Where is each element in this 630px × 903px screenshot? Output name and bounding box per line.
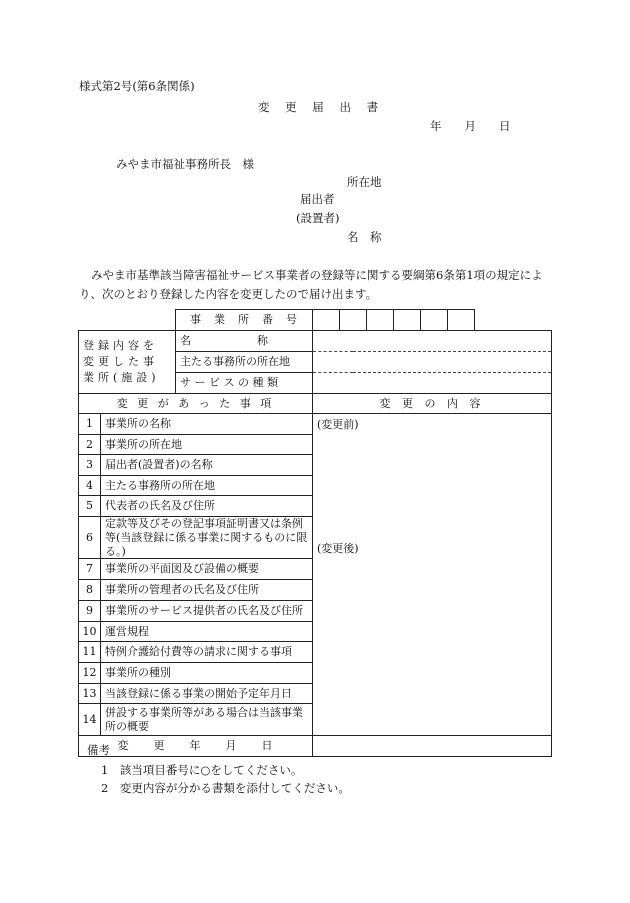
office-number-digit-2[interactable] (340, 310, 367, 331)
change-content-header: 変 更 の 内 容 (313, 394, 552, 414)
item-text: 事業所の所在地 (101, 435, 313, 455)
item-text: 特例介護給付費等の請求に関する事項 (101, 642, 313, 663)
item-number[interactable]: 12 (79, 663, 101, 684)
item-text: 当該登録に係る事業の開始予定年月日 (101, 684, 313, 704)
office-section-label: 登録内容を変更した事業所(施設) (79, 331, 176, 394)
item-text: 併設する事業所等がある場合は当該事業所の概要 (101, 704, 313, 736)
item-text: 事業所のサービス提供者の氏名及び住所 (101, 601, 313, 622)
item-number[interactable]: 14 (79, 704, 101, 736)
founder-label: (設置者) (296, 211, 340, 225)
change-form-table (78, 330, 552, 757)
item-number[interactable]: 3 (79, 455, 101, 476)
submitter-label: 届出者 (300, 192, 335, 206)
item-number[interactable]: 6 (79, 517, 101, 559)
item-number[interactable]: 7 (79, 559, 101, 580)
item-text: 主たる事務所の所在地 (101, 476, 313, 496)
office-number-digit-6[interactable] (448, 310, 475, 331)
office-number-label: 事 業 所 番 号 (176, 310, 313, 331)
note-line-2: 2 変更内容が分かる書類を添付してください。 (101, 781, 350, 795)
intro-paragraph: みやま市基準該当障害福祉サービス事業者の登録等に関する要綱第6条第1項の規定により、次のとおり登録した内容を変更したので届け出ます。 (79, 268, 543, 301)
item-text: 定款等及びその登記事項証明書又は条例等(当該登録に係る事業に関するものに限る。) (101, 517, 313, 559)
item-text: 代表者の氏名及び住所 (101, 496, 313, 517)
office-name-field[interactable] (313, 331, 552, 352)
item-number[interactable]: 2 (79, 435, 101, 455)
name-label: 名 称 (347, 230, 382, 244)
item-number[interactable]: 11 (79, 642, 101, 663)
office-number-digit-4[interactable] (394, 310, 421, 331)
location-label: 所在地 (347, 175, 382, 189)
main-office-location-field[interactable] (313, 352, 552, 373)
office-number-digit-5[interactable] (421, 310, 448, 331)
item-number[interactable]: 10 (79, 622, 101, 642)
office-number-digit-3[interactable] (367, 310, 394, 331)
notes-title: 備考 (87, 743, 110, 757)
item-number[interactable]: 1 (79, 414, 101, 435)
item-number[interactable]: 8 (79, 580, 101, 601)
changed-items-header: 変 更 が あ っ た 事 項 (79, 394, 313, 414)
item-text: 届出者(設置者)の名称 (101, 455, 313, 476)
item-text: 事業所の平面図及び設備の概要 (101, 559, 313, 580)
item-text: 事業所の種別 (101, 663, 313, 684)
item-number[interactable]: 4 (79, 476, 101, 496)
change-before-label: (変更前) (317, 418, 359, 431)
item-text: 事業所の管理者の氏名及び住所 (101, 580, 313, 601)
service-type-field[interactable] (313, 373, 552, 394)
item-number[interactable]: 13 (79, 684, 101, 704)
office-number-table (175, 309, 475, 331)
change-date-label: 変 更 年 月 日 (79, 736, 313, 757)
change-after-label: (変更後) (317, 542, 359, 555)
date-line: 年 月 日 (430, 119, 511, 133)
document-title: 変 更 届 出 書 (258, 100, 385, 114)
item-text: 運営規程 (101, 622, 313, 642)
main-office-location-label: 主たる事務所の所在地 (176, 352, 313, 373)
note-line-1: 1 該当項目番号に○をしてください。 (101, 763, 303, 777)
item-number[interactable]: 9 (79, 601, 101, 622)
change-date-field[interactable] (313, 736, 552, 757)
form-number: 様式第2号(第6条関係) (79, 79, 195, 93)
item-number[interactable]: 5 (79, 496, 101, 517)
change-content-area[interactable] (313, 414, 552, 736)
office-name-label: 名 称 (176, 331, 313, 352)
addressee: みやま市福祉事務所長 様 (116, 157, 254, 171)
item-text: 事業所の名称 (101, 414, 313, 435)
service-type-label: サ ー ビ ス の 種 類 (176, 373, 313, 394)
office-number-digit-1[interactable] (313, 310, 340, 331)
